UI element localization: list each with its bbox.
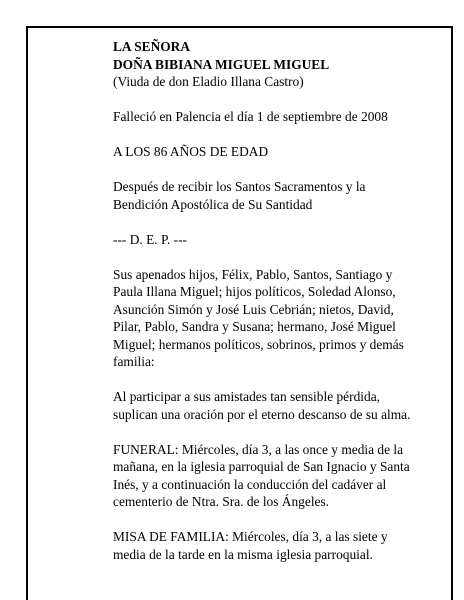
death-statement: Falleció en Palencia el día 1 de septiembre de 2008 (113, 109, 388, 124)
notice-header (113, 38, 413, 91)
widow-line: (Viuda de don Eladio Illana Castro) (113, 74, 304, 89)
prayer-request: Al participar a sus amistades tan sensible pérdida, suplican una oración por el eterno descanso de su alma. (113, 389, 411, 422)
family-statement: Sus apenados hijos, Félix, Pablo, Santos, Santiago y Paula Illana Miguel; hijos políticos, Soledad Alonso, Asunción Simón y José Luis Cebrián; nietos, David, Pilar, Pablo, Sandra y Susana; hermano, José Miguel Miguel; hermanos políticos, sobrinos, primos y demás familia: (113, 266, 404, 369)
deceased-name: DOÑA BIBIANA MIGUEL MIGUEL (113, 56, 330, 72)
obituary-notice (113, 38, 413, 581)
sacraments-statement: Después de recibir los Santos Sacramentos y la Bendición Apostólica de Su Santidad (113, 179, 366, 212)
rip-line: --- D. E. P. --- (113, 231, 188, 247)
age-statement: A LOS 86 AÑOS DE EDAD (113, 144, 269, 159)
salutation: LA SEÑORA (113, 39, 191, 54)
family-mass-info: MISA DE FAMILIA: Miércoles, día 3, a las siete y media de la tarde en la misma iglesia parroquial. (113, 529, 388, 562)
funeral-info: FUNERAL: Miércoles, día 3, a las once y media de la mañana, en la iglesia parroquial de San Ignacio y Santa Inés, y a continuación la conducción del cadáver al cementerio de Ntra. Sra. de los Ángeles. (113, 441, 410, 509)
